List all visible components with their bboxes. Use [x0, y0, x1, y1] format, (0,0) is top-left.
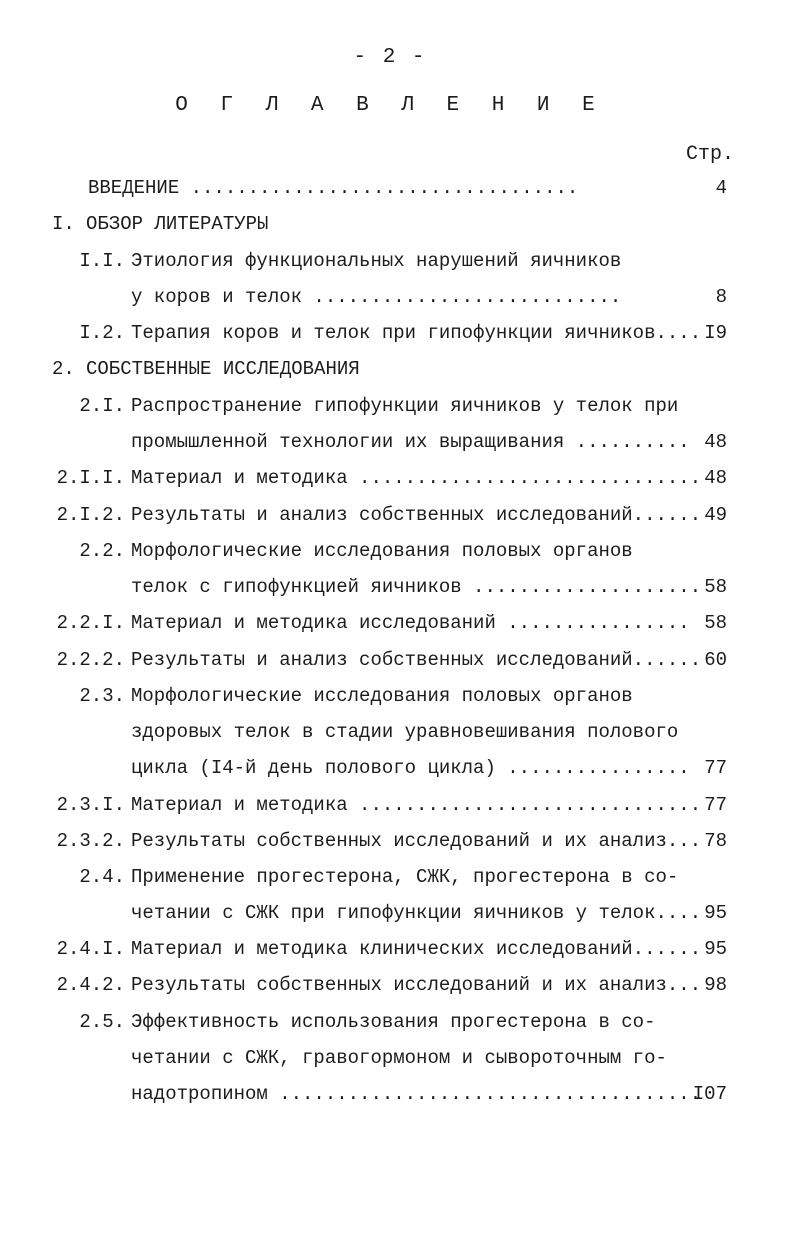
toc-page: I9: [704, 322, 727, 344]
toc-entry: [0, 207, 799, 241]
toc-entry: [0, 280, 799, 314]
page-number: - 2 -: [353, 46, 427, 69]
toc-text: Результаты собственных исследований и их анализ...: [131, 830, 702, 852]
toc-entry: [0, 643, 799, 677]
toc-page: 98: [704, 974, 727, 996]
toc-entry: [0, 606, 799, 640]
toc-page: 8: [715, 286, 727, 308]
toc-number: 2.5.: [79, 1011, 125, 1033]
toc-page: 60: [704, 649, 727, 671]
page-title: О Г Л А В Л Е Н И Е: [175, 94, 605, 117]
toc-text: промышленной технологии их выращивания ..........: [131, 431, 690, 453]
toc-page: 77: [704, 794, 727, 816]
toc-entry: [0, 1077, 799, 1111]
toc-page: 95: [704, 938, 727, 960]
toc-entry: [0, 498, 799, 532]
toc-number: 2.3.2.: [56, 830, 125, 852]
toc-entry: [0, 788, 799, 822]
toc-number: 2.I.2.: [56, 504, 125, 526]
toc-entry: [0, 751, 799, 785]
toc-text: ВВЕДЕНИЕ ..................................: [88, 177, 579, 199]
toc-entry: [0, 968, 799, 1002]
toc-text: Применение прогестерона, СЖК, прогестерона в со-: [131, 866, 679, 888]
toc-entry: [0, 1005, 799, 1039]
toc-text: телок с гипофункцией яичников ....................: [131, 576, 702, 598]
toc-number: 2.3.I.: [56, 794, 125, 816]
toc-entry: [0, 461, 799, 495]
toc-text: ОБЗОР ЛИТЕРАТУРЫ: [86, 213, 269, 235]
toc-text: Материал и методика исследований ................: [131, 612, 690, 634]
toc-number: 2.2.2.: [56, 649, 125, 671]
toc-entry: [0, 715, 799, 749]
toc-text: надотропином .....................................: [131, 1083, 702, 1105]
toc-entry: [0, 1041, 799, 1075]
toc-text: здоровых телок в стадии уравновешивания полового: [131, 721, 679, 743]
toc-page: I07: [692, 1083, 727, 1105]
toc-text: СОБСТВЕННЫЕ ИССЛЕДОВАНИЯ: [86, 358, 360, 380]
toc-number: 2.: [52, 358, 75, 380]
toc-page: 48: [704, 467, 727, 489]
toc-text: Морфологические исследования половых органов: [131, 685, 633, 707]
toc-page: 95: [704, 902, 727, 924]
toc-entry: [0, 570, 799, 604]
toc-text: цикла (I4-й день полового цикла) ................: [131, 757, 690, 779]
toc-text: четании с СЖК, гравогормоном и сывороточным го-: [131, 1047, 667, 1069]
toc-entry: [0, 860, 799, 894]
toc-text: Терапия коров и телок при гипофункции яичников....: [131, 322, 702, 344]
toc-page: 4: [715, 177, 727, 199]
toc-entry: [0, 244, 799, 278]
toc-entry: [0, 932, 799, 966]
toc-entry: [0, 896, 799, 930]
toc-text: Результаты и анализ собственных исследований......: [131, 649, 702, 671]
toc-page: 78: [704, 830, 727, 852]
toc-text: Распространение гипофункции яичников у телок при: [131, 395, 679, 417]
toc-number: 2.2.I.: [56, 612, 125, 634]
toc-entry: [0, 425, 799, 459]
page-column-header: Стр.: [686, 143, 735, 166]
toc-text: Результаты собственных исследований и их анализ...: [131, 974, 702, 996]
toc-entry: [0, 352, 799, 386]
toc-page: 58: [704, 576, 727, 598]
toc-page: 58: [704, 612, 727, 634]
toc-page: 77: [704, 757, 727, 779]
toc-number: 2.I.I.: [56, 467, 125, 489]
toc-entry: [0, 824, 799, 858]
toc-number: 2.3.: [79, 685, 125, 707]
toc-number: I.2.: [79, 322, 125, 344]
toc-entry: [0, 389, 799, 423]
toc-number: I.: [52, 213, 75, 235]
toc-text: Этиология функциональных нарушений яичников: [131, 250, 622, 272]
toc-text: у коров и телок ...........................: [131, 286, 622, 308]
toc-text: Морфологические исследования половых органов: [131, 540, 633, 562]
toc-number: I.I.: [79, 250, 125, 272]
toc-number: 2.2.: [79, 540, 125, 562]
toc-page: 49: [704, 504, 727, 526]
toc-number: 2.4.2.: [56, 974, 125, 996]
toc-number: 2.I.: [79, 395, 125, 417]
toc-entry: [0, 316, 799, 350]
toc-text: Материал и методика клинических исследований......: [131, 938, 702, 960]
toc-entry: [0, 534, 799, 568]
toc-text: четании с СЖК при гипофункции яичников у телок....: [131, 902, 702, 924]
toc-text: Материал и методика ..............................: [131, 467, 702, 489]
toc-entry: [0, 171, 799, 205]
toc-text: Материал и методика ..............................: [131, 794, 702, 816]
toc-entry: [0, 679, 799, 713]
toc-page: 48: [704, 431, 727, 453]
toc-number: 2.4.I.: [56, 938, 125, 960]
toc-text: Эффективность использования прогестерона в со-: [131, 1011, 656, 1033]
toc-number: 2.4.: [79, 866, 125, 888]
toc-text: Результаты и анализ собственных исследований......: [131, 504, 702, 526]
